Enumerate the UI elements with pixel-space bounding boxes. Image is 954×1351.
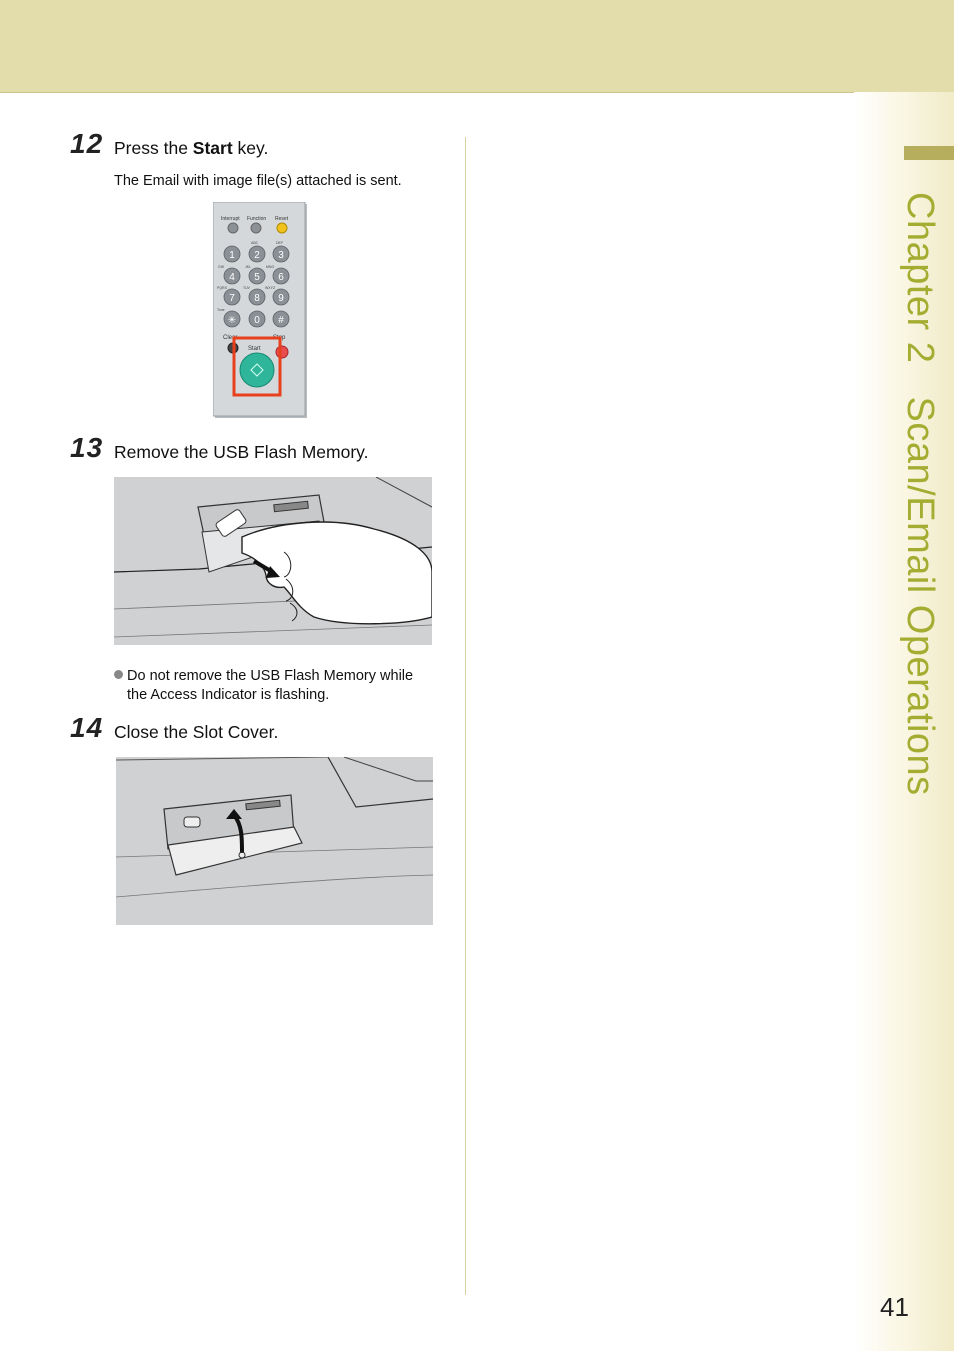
step-12-description: The Email with image file(s) attached is sent. xyxy=(114,173,402,189)
column-divider xyxy=(465,137,466,1295)
letters-pqrs: PQRS xyxy=(217,286,227,290)
reset-label: Reset xyxy=(275,216,289,222)
clear-label: Clear xyxy=(223,335,238,341)
interrupt-key[interactable] xyxy=(228,223,238,233)
step-12-number: 12 xyxy=(70,128,104,159)
step-12-text-bold: Start xyxy=(192,138,233,158)
key-8-label: 8 xyxy=(254,293,260,304)
letters-tuv: TUV xyxy=(243,286,250,290)
key-4-label: 4 xyxy=(229,272,235,283)
letters-abc: ABC xyxy=(251,241,259,245)
key-7-label: 7 xyxy=(229,293,235,304)
key-1-label: 1 xyxy=(229,250,235,261)
page-number: 41 xyxy=(880,1292,909,1322)
letters-jkl: JKL xyxy=(245,265,252,269)
key-0-label: 0 xyxy=(254,315,260,326)
letters-ghi: GHI xyxy=(218,265,225,269)
header-band xyxy=(0,0,954,93)
key-6-label: 6 xyxy=(278,272,284,283)
step-12-text-after: key. xyxy=(232,138,269,158)
chapter-tab-marker xyxy=(904,146,954,160)
step-14-text: Close the Slot Cover. xyxy=(114,722,279,742)
letters-def: DEF xyxy=(276,241,283,245)
key-2-label: 2 xyxy=(254,250,260,261)
step-13-number: 13 xyxy=(70,432,104,463)
bullet-icon xyxy=(114,670,123,679)
usb-port xyxy=(184,817,200,827)
step-13-text: Remove the USB Flash Memory. xyxy=(114,442,369,462)
step-12-text-before: Press the xyxy=(114,138,193,158)
step-14-number: 14 xyxy=(70,712,104,743)
step-13-note xyxy=(114,667,444,705)
key-5-label: 5 xyxy=(254,272,260,283)
letters-mno: MNO xyxy=(266,265,275,269)
keypad-illustration xyxy=(213,202,309,420)
note-line-1: Do not remove the USB Flash Memory while xyxy=(127,668,414,684)
interrupt-label: Interrupt xyxy=(221,216,240,222)
usb-removal-illustration xyxy=(114,477,432,645)
note-line-2: the Access Indicator is flashing. xyxy=(127,687,330,703)
slot-cover-close-illustration xyxy=(116,757,433,925)
step-12-text xyxy=(114,138,268,159)
key-hash-label: # xyxy=(278,315,284,326)
key-star-label: ✳ xyxy=(227,315,237,326)
start-label: Start xyxy=(248,346,261,352)
function-key[interactable] xyxy=(251,223,261,233)
function-label: Function xyxy=(247,216,267,222)
letters-wxyz: WXYZ xyxy=(265,286,276,290)
key-9-label: 9 xyxy=(278,293,284,304)
letters-tone: Tone xyxy=(217,308,225,312)
chapter-label: Chapter 2 Scan/Email Operations xyxy=(899,192,941,796)
start-key[interactable] xyxy=(240,353,274,387)
stop-key[interactable] xyxy=(276,346,288,358)
stop-label: Stop xyxy=(273,335,286,341)
key-3-label: 3 xyxy=(278,250,284,261)
reset-key[interactable] xyxy=(277,223,287,233)
